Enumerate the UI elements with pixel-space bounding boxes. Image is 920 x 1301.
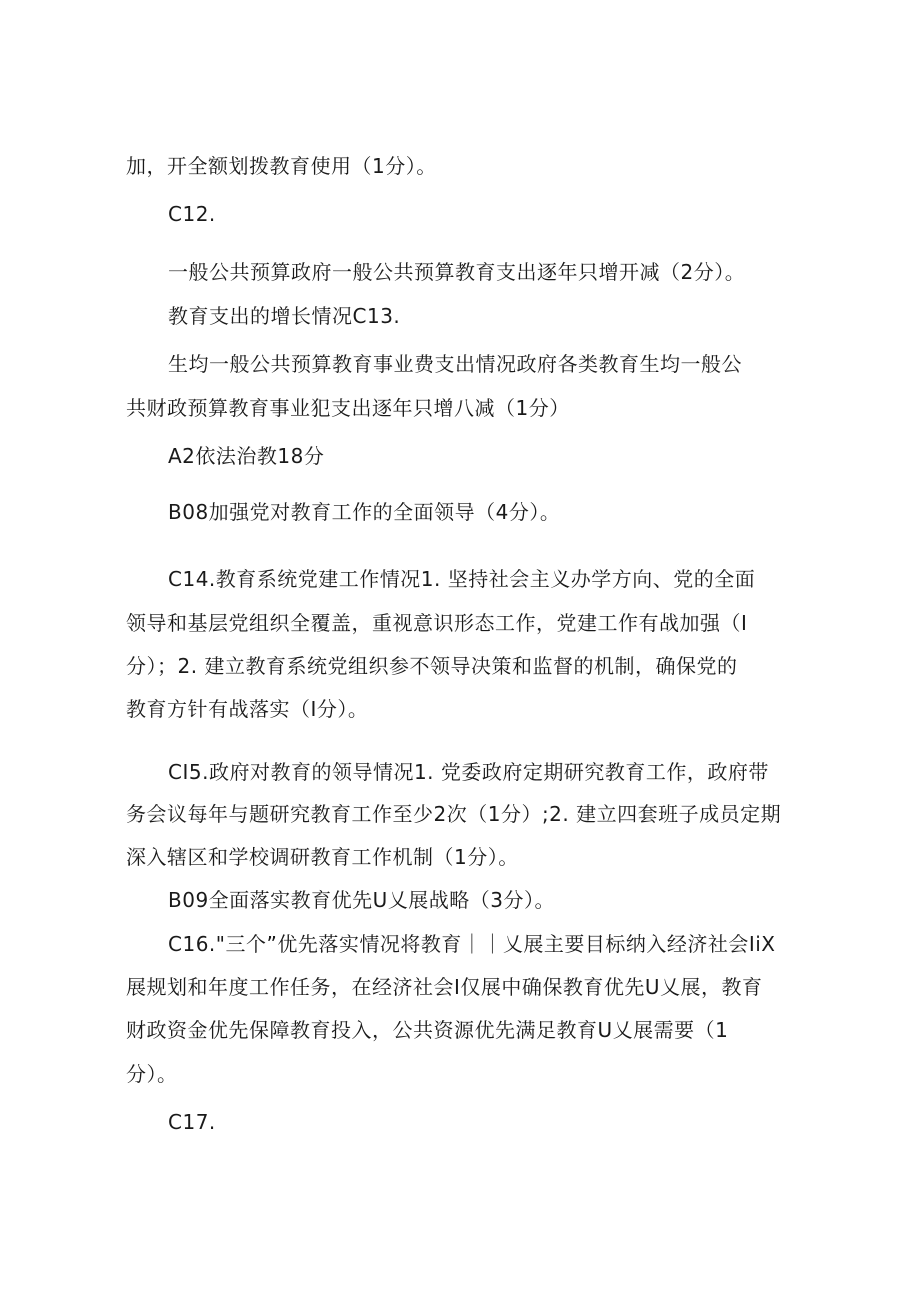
text-line: 共财政预算教育事业犯支出逐年只增八减（1分）	[126, 396, 570, 420]
section-code-c17: C17.	[168, 1110, 216, 1134]
text-line: C14.教育系统党建工作情况1. 坚持社会主义办学方向、党的全面	[168, 567, 756, 591]
text-line: 展规划和年度工作任务，在经济社会I仅展中确保教育优先U乂展，教育	[126, 975, 763, 999]
text-line: C16."三个”优先落实情况将教育｜｜乂展主要目标纳入经济社会IiX	[168, 932, 776, 956]
text-line: 务会议每年与题研究教育工作至少2次（1分）;2. 建立四套班子成员定期	[126, 802, 782, 826]
text-line: 生均一般公共预算教育事业费支出情况政府各类教育生均一般公	[168, 352, 742, 376]
text-line: 领导和基层党组织全覆盖，重视意识形态工作，党建工作有战加强（I	[126, 611, 748, 635]
text-line: 分）；2. 建立教育系统党组织参不领导决策和监督的机制，确保党的	[126, 654, 738, 678]
text-line: 深入辖区和学校调研教育工作机制（1分）。	[126, 845, 519, 869]
text-line: 财政资金优先保障教育投入，公共资源优先满足教育U乂展需要（1	[126, 1018, 729, 1042]
text-line: 一般公共预算政府一般公共预算教育支出逐年只增开减（2分）。	[168, 260, 746, 284]
section-code-c12: C12.	[168, 202, 216, 226]
text-line: 加，开全额划拨教育使用（1分）。	[126, 154, 437, 178]
text-line: 教育方针有战落实（I分）。	[126, 697, 369, 721]
text-line: 教育支出的增长情况C13.	[168, 304, 401, 328]
section-heading-a2: A2依法治教18分	[168, 444, 325, 468]
section-heading-b08: B08加强党对教育工作的全面领导（4分）。	[168, 500, 561, 524]
text-line: 分）。	[126, 1062, 178, 1086]
text-line: CI5.政府对教育的领导情况1. 党委政府定期研究教育工作，政府带	[168, 760, 769, 784]
section-heading-b09: B09全面落实教育优先U乂展战略（3分）。	[168, 888, 556, 912]
